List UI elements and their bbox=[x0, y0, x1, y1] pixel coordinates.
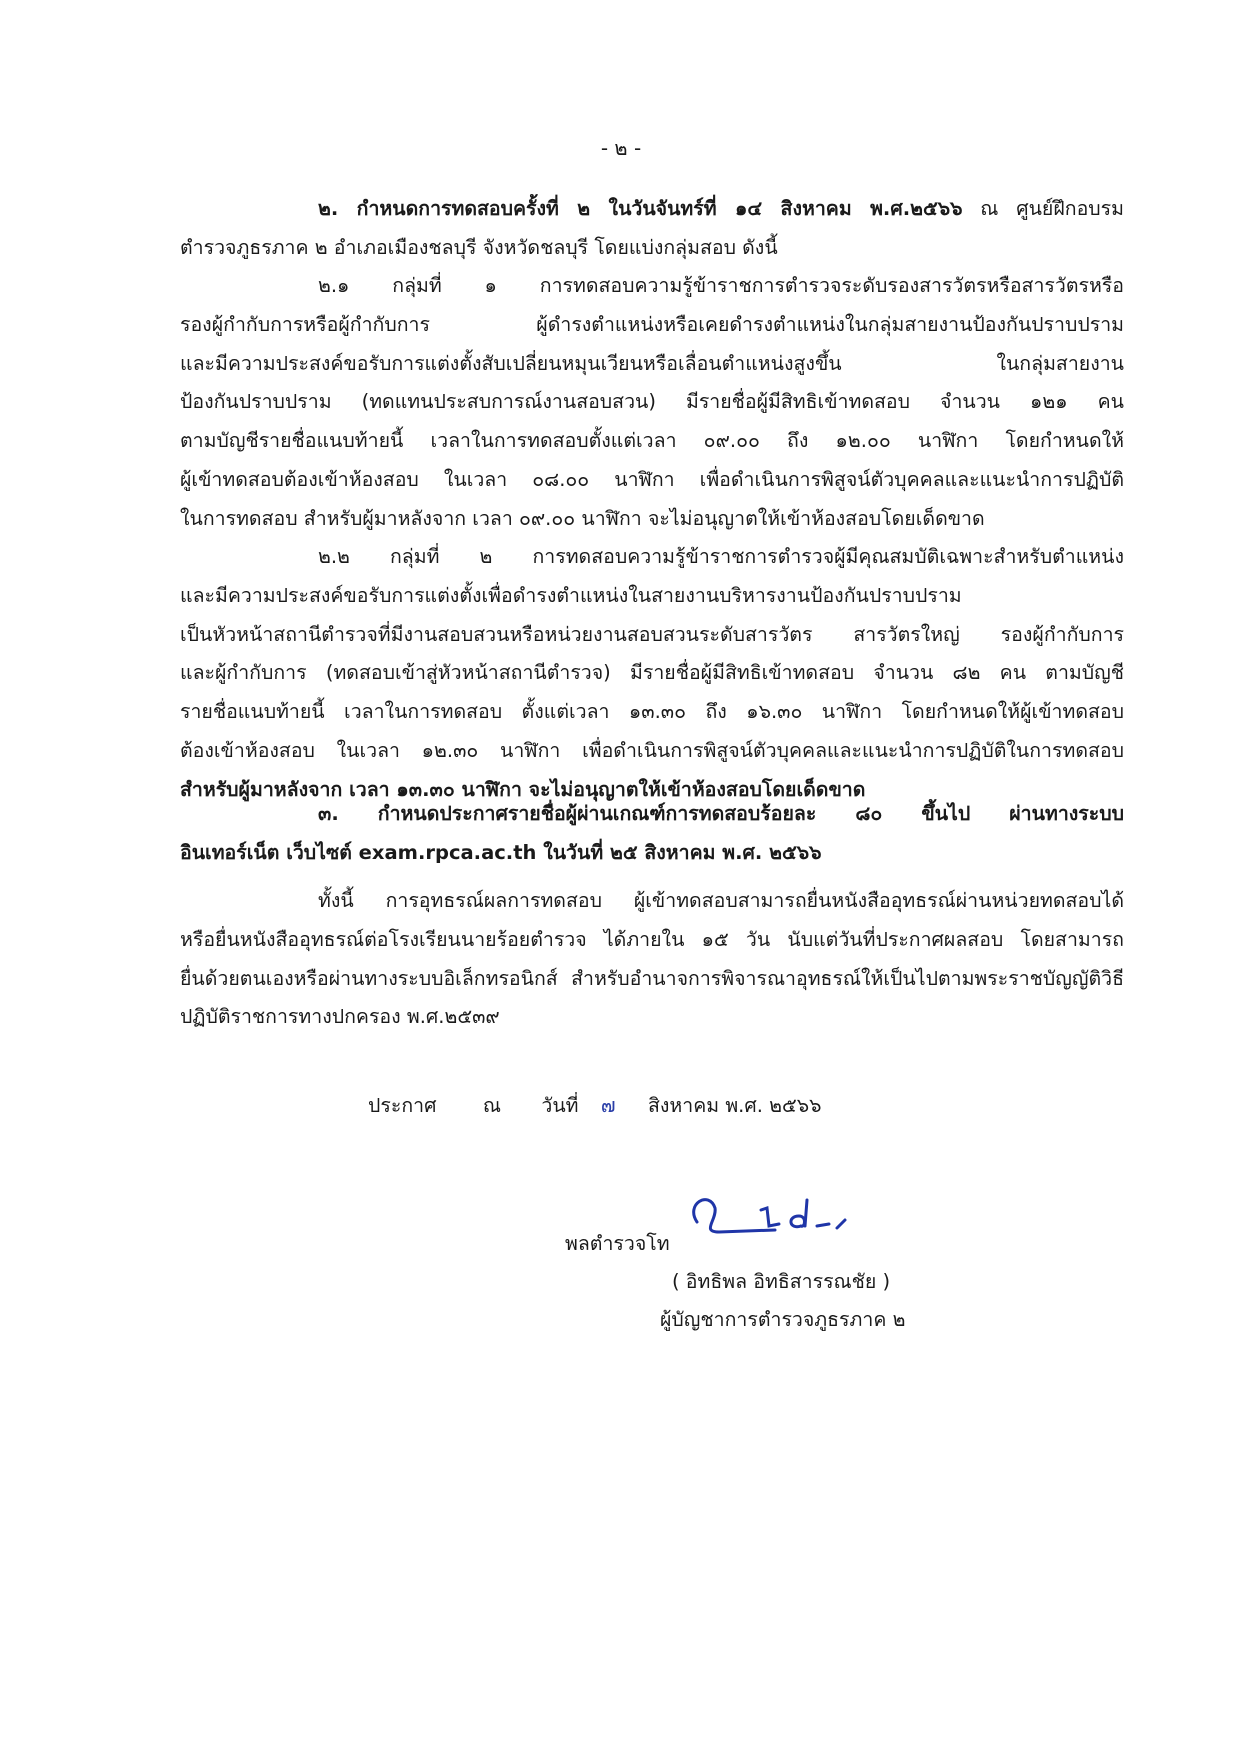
handwritten-signature bbox=[683, 1186, 863, 1246]
para-2-2-line: และมีความประสงค์ขอรับการแต่งตั้งเพื่อดำรงตำแหน่งในสายงานบริหารงานป้องกันปราบปราม bbox=[180, 583, 962, 607]
signer-name: ( อิทธิพล อิทธิสารรณชัย ) bbox=[672, 1270, 891, 1293]
appeal-paragraph bbox=[180, 882, 1124, 1037]
announce-month-year: สิงหาคม พ.ศ. ๒๕๖๖ bbox=[648, 1094, 822, 1117]
section-2-heading: ๒. กำหนดการทดสอบครั้งที่ ๒ ในวันจันทร์ที่ ๑๔ สิงหาคม พ.ศ.๒๕๖๖ bbox=[318, 197, 963, 220]
para-2-1-line: ตามบัญชีรายชื่อแนบท้ายนี้ เวลาในการทดสอบตั้งแต่เวลา ๐๙.๐๐ ถึง ๑๒.๐๐ นาฬิกา โดยกำหนดให้ bbox=[180, 429, 1124, 453]
para-2-2-line: เป็นหัวหน้าสถานีตำรวจที่มีงานสอบสวนหรือหน่วยงานสอบสวนระดับสารวัตร สารวัตรใหญ่ รองผู้กำกับการ bbox=[180, 622, 1124, 646]
para-2-1-line: และมีความประสงค์ขอรับการแต่งตั้งสับเปลี่ยนหมุนเวียนหรือเลื่อนตำแหน่งสูงขึ้น ในกลุ่มสายงาน bbox=[180, 351, 1124, 375]
para-2-2-line: และผู้กำกับการ (ทดสอบเข้าสู่หัวหน้าสถานีตำรวจ) มีรายชื่อผู้มีสิทธิเข้าทดสอบ จำนวน ๘๒ คน ตามบัญชี bbox=[180, 661, 1124, 685]
announce-day: ๗ bbox=[600, 1094, 616, 1117]
appeal-line: หรือยื่นหนังสืออุทธรณ์ต่อโรงเรียนนายร้อยตำรวจ ได้ภายใน ๑๕ วัน นับแต่วันที่ประกาศผลสอบ โดยสามารถ bbox=[180, 927, 1124, 951]
section-3-line: อินเทอร์เน็ต เว็บไซต์ exam.rpca.ac.th ในวันที่ ๒๕ สิงหาคม พ.ศ. ๒๕๖๖ bbox=[180, 840, 822, 864]
section-2-location: ณ ศูนย์ฝึกอบรม bbox=[962, 197, 1124, 220]
appeal-line: ปฏิบัติราชการทางปกครอง พ.ศ.๒๕๓๙ bbox=[180, 1005, 500, 1029]
section-3-line: ๓. กำหนดประกาศรายชื่อผู้ผ่านเกณฑ์การทดสอบร้อยละ ๘๐ ขึ้นไป ผ่านทางระบบ bbox=[318, 802, 1124, 825]
para-2-1-line: ป้องกันปราบปราม (ทดแทนประสบการณ์งานสอบสวน) มีรายชื่อผู้มีสิทธิเข้าทดสอบ จำนวน ๑๒๑ คน bbox=[180, 390, 1124, 414]
announce-date-label: วันที่ bbox=[541, 1094, 579, 1117]
announce-at: ณ bbox=[482, 1094, 501, 1117]
para-2-1 bbox=[180, 267, 1124, 539]
appeal-line: ยื่นด้วยตนเองหรือผ่านทางระบบอิเล็กทรอนิกส์ สำหรับอำนาจการพิจารณาอุทธรณ์ให้เป็นไปตามพระราชบัญญัติวิธี bbox=[180, 966, 1124, 990]
para-2-2-line: ต้องเข้าห้องสอบ ในเวลา ๑๒.๓๐ นาฬิกา เพื่อดำเนินการพิสูจน์ตัวบุคคลและแนะนำการปฏิบัติในการทดสอบ bbox=[180, 738, 1124, 762]
para-2-1-line: รองผู้กำกับการหรือผู้กำกับการ ผู้ดำรงตำแหน่งหรือเคยดำรงตำแหน่งในกลุ่มสายงานป้องกันปราบปราม bbox=[180, 312, 1124, 336]
announcement-date bbox=[368, 1090, 822, 1121]
section-2-line-2: ตำรวจภูธรภาค ๒ อำเภอเมืองชลบุรี จังหวัดชลบุรี โดยแบ่งกลุ่มสอบ ดังนี้ bbox=[180, 235, 778, 259]
page-number: - ๒ - bbox=[600, 136, 642, 160]
para-2-2-line: รายชื่อแนบท้ายนี้ เวลาในการทดสอบ ตั้งแต่เวลา ๑๓.๓๐ ถึง ๑๖.๓๐ นาฬิกา โดยกำหนดให้ผู้เข้าทดสอบ bbox=[180, 700, 1124, 724]
para-2-2-line-bold: สำหรับผู้มาหลังจาก เวลา ๑๓.๓๐ นาฬิกา จะไม่อนุญาตให้เข้าห้องสอบโดยเด็ดขาด bbox=[180, 777, 866, 801]
section-3 bbox=[180, 795, 1124, 873]
section-2 bbox=[180, 190, 1124, 268]
para-2-1-text: ๒.๑ กลุ่มที่ ๑ การทดสอบความรู้ข้าราชการตำรวจระดับรองสารวัตรหรือสารวัตรหรือ bbox=[318, 274, 1124, 297]
announce-label: ประกาศ bbox=[368, 1094, 437, 1117]
para-2-1-line: ผู้เข้าทดสอบต้องเข้าห้องสอบ ในเวลา ๐๘.๐๐ นาฬิกา เพื่อดำเนินการพิสูจน์ตัวบุคคลและแนะนำการปฏิบัติ bbox=[180, 467, 1124, 491]
para-2-2 bbox=[180, 538, 1124, 810]
para-2-1-line: ในการทดสอบ สำหรับผู้มาหลังจาก เวลา ๐๙.๐๐ นาฬิกา จะไม่อนุญาตให้เข้าห้องสอบโดยเด็ดขาด bbox=[180, 506, 985, 530]
signer-rank: พลตำรวจโท bbox=[565, 1232, 670, 1255]
signer-position: ผู้บัญชาการตำรวจภูธรภาค ๒ bbox=[660, 1308, 906, 1331]
para-2-2-line: ๒.๒ กลุ่มที่ ๒ การทดสอบความรู้ข้าราชการตำรวจผู้มีคุณสมบัติเฉพาะสำหรับตำแหน่ง bbox=[318, 545, 1124, 568]
para-2-1-line bbox=[180, 267, 1124, 306]
appeal-line: ทั้งนี้ การอุทธรณ์ผลการทดสอบ ผู้เข้าทดสอบสามารถยื่นหนังสืออุทธรณ์ผ่านหน่วยทดสอบได้ bbox=[318, 889, 1124, 912]
section-2-line-1 bbox=[180, 190, 1124, 229]
